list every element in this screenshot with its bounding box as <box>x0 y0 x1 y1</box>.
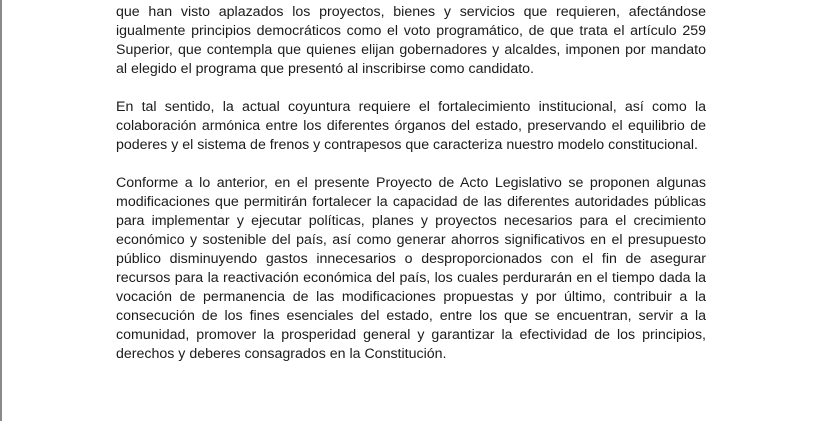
paragraph-legislative-proposal: Conforme a lo anterior, en el presente Proyecto de Acto Legislativo se proponen algunas modificaciones que permitirán fortalecer la capacidad de las diferentes autoridades públicas para implementar y ejecutar políticas, planes y proyectos necesarios para el crecimiento económico y sostenible del país, así como generar ahorros significativos en el presupuesto público disminuyendo gastos innecesarios o desproporcionados con el fin de asegurar recursos para la reactivación económica del país, los cuales perdurarán en el tiempo dada la vocación de permanencia de las modificaciones propuestas y por último, contribuir a la consecución de los fines esenciales del estado, entre los que se encuentran, servir a la comunidad, promover la prosperidad general y garantizar la efectividad de los principios, derechos y deberes consagrados en la Constitución. <box>116 175 706 362</box>
paragraph-continuation: que han visto aplazados los proyectos, bienes y servicios que requieren, afectándose igualmente principios democráticos como el voto programático, de que trata el artículo 259 Superior, que contempla que quienes elijan gobernadores y alcaldes, imponen por mandato al elegido el programa que presentó al inscribirse como candidato. <box>116 4 706 77</box>
paragraph-institutional: En tal sentido, la actual coyuntura requiere el fortalecimiento institucional, así como la colaboración armónica entre los diferentes órganos del estado, preservando el equilibrio de poderes y el sistema de frenos y contrapesos que caracteriza nuestro modelo constitucional. <box>116 99 706 153</box>
page-edge-divider <box>0 0 2 421</box>
document-body <box>116 3 706 383</box>
